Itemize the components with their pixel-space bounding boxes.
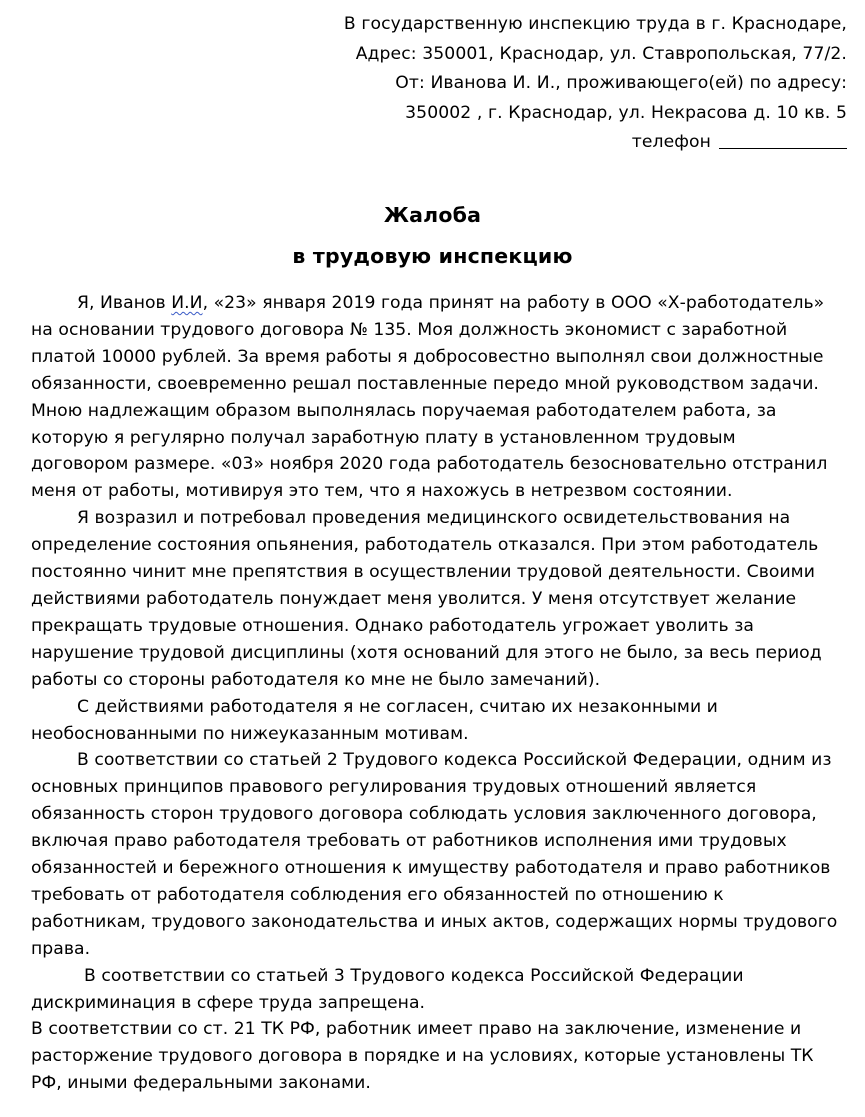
text-line bbox=[31, 290, 853, 317]
phone-line bbox=[287, 128, 847, 158]
text-line: обязанностей и бережного отношения к имуществу работодателя и право работников bbox=[31, 858, 831, 879]
text-line: В соответствии со ст. 21 ТК РФ, работник имеет право на заключение, изменение и bbox=[31, 1019, 802, 1040]
paragraph-6 bbox=[31, 1016, 853, 1097]
sender-line: От: Иванова И. И., проживающего(ей) по адресу: bbox=[395, 73, 847, 94]
text-line: В соответствии со статьей 2 Трудового кодекса Российской Федерации, одним из bbox=[77, 750, 832, 771]
text-line: необоснованными по нижеуказанным мотивам. bbox=[31, 723, 469, 744]
phone-blank-field bbox=[719, 130, 847, 149]
paragraph-3 bbox=[31, 694, 853, 748]
addressee-line: В государственную инспекцию труда в г. Краснодаре, bbox=[343, 14, 847, 34]
document-title bbox=[0, 195, 865, 277]
phone-label: телефон bbox=[631, 132, 711, 153]
text-line: основных принципов правового регулирования трудовых отношений является bbox=[31, 777, 757, 798]
title-line-1: Жалоба bbox=[383, 203, 482, 227]
text-line: включая право работодателя требовать от работников исполнения ими трудовых bbox=[31, 831, 787, 852]
text-line: которую я регулярно получал заработную плату в установленном трудовым bbox=[31, 427, 736, 448]
text-line: действиями работодатель понуждает меня уволится. У меня отсутствует желание bbox=[31, 588, 797, 609]
text-line: Мною надлежащим образом выполнялась поручаемая работодателем работа, за bbox=[31, 400, 777, 421]
text-line: работы со стороны работодателя ко мне не было замечаний). bbox=[31, 669, 601, 690]
text-line: Я возразил и потребовал проведения медицинского освидетельствования на bbox=[77, 508, 791, 529]
text-line: определение состояния опьянения, работодатель отказался. При этом работодатель bbox=[31, 535, 819, 556]
text-line: обязанность сторон трудового договора соблюдать условия заключенного договора, bbox=[31, 804, 817, 825]
paragraph-2 bbox=[31, 505, 853, 693]
text-line: платой 10000 рублей. За время работы я добросовестно выполнял свои должностные bbox=[31, 346, 824, 367]
text-line: договором размере. «03» ноября 2020 года работодатель безосновательно отстранил bbox=[31, 454, 828, 475]
text-line: меня от работы, мотивируя это тем, что я нахожусь в нетрезвом состоянии. bbox=[31, 481, 733, 502]
paragraph-5 bbox=[31, 963, 853, 1017]
text-line: расторжение трудового договора в порядке и на условиях, которые установлены ТК bbox=[31, 1046, 814, 1067]
inspection-address-line: Адрес: 350001, Краснодар, ул. Ставропольская, 77/2. bbox=[355, 43, 847, 64]
sender-address-line: 350002 , г. Краснодар, ул. Некрасова д. 10 кв. 5 bbox=[405, 102, 847, 123]
text-line: обязанности, своевременно решал поставленные передо мной руководством задачи. bbox=[31, 373, 819, 394]
paragraph-4 bbox=[31, 747, 853, 962]
text-line: нарушение трудовой дисциплины (хотя оснований для этого не было, за весь период bbox=[31, 642, 822, 663]
text-line: постоянно чинит мне препятствия в осуществлении трудовой деятельности. Своими bbox=[31, 562, 815, 583]
text-line: прекращать трудовые отношения. Однако работодатель угрожает уволить за bbox=[31, 615, 755, 636]
text-line: В соответствии со статьей 3 Трудового кодекса Российской Федерации bbox=[84, 965, 744, 986]
text-line: на основании трудового договора № 135. Моя должность экономист с заработной bbox=[31, 319, 788, 340]
text-line: работникам, трудового законодательства и иных актов, содержащих нормы трудового bbox=[31, 911, 838, 932]
complaint-body bbox=[31, 290, 853, 1097]
spellcheck-initials: И.И bbox=[171, 293, 203, 313]
text-line: требовать от работодателя соблюдения его обязанностей по отношению к bbox=[31, 884, 724, 905]
text-line: РФ, иными федеральными законами. bbox=[31, 1073, 371, 1094]
text-segment: , «23» января 2019 года принят на работу в ООО «Х-работодатель» bbox=[202, 293, 825, 313]
paragraph-1 bbox=[31, 290, 853, 505]
addressee-block bbox=[287, 10, 847, 158]
text-line: С действиями работодателя я не согласен, считаю их незаконными и bbox=[77, 696, 718, 717]
title-line-2: в трудовую инспекцию bbox=[292, 244, 573, 268]
text-segment: Я, Иванов bbox=[77, 293, 172, 313]
text-line: дискриминация в сфере труда запрещена. bbox=[31, 992, 426, 1013]
text-line: права. bbox=[31, 938, 91, 959]
